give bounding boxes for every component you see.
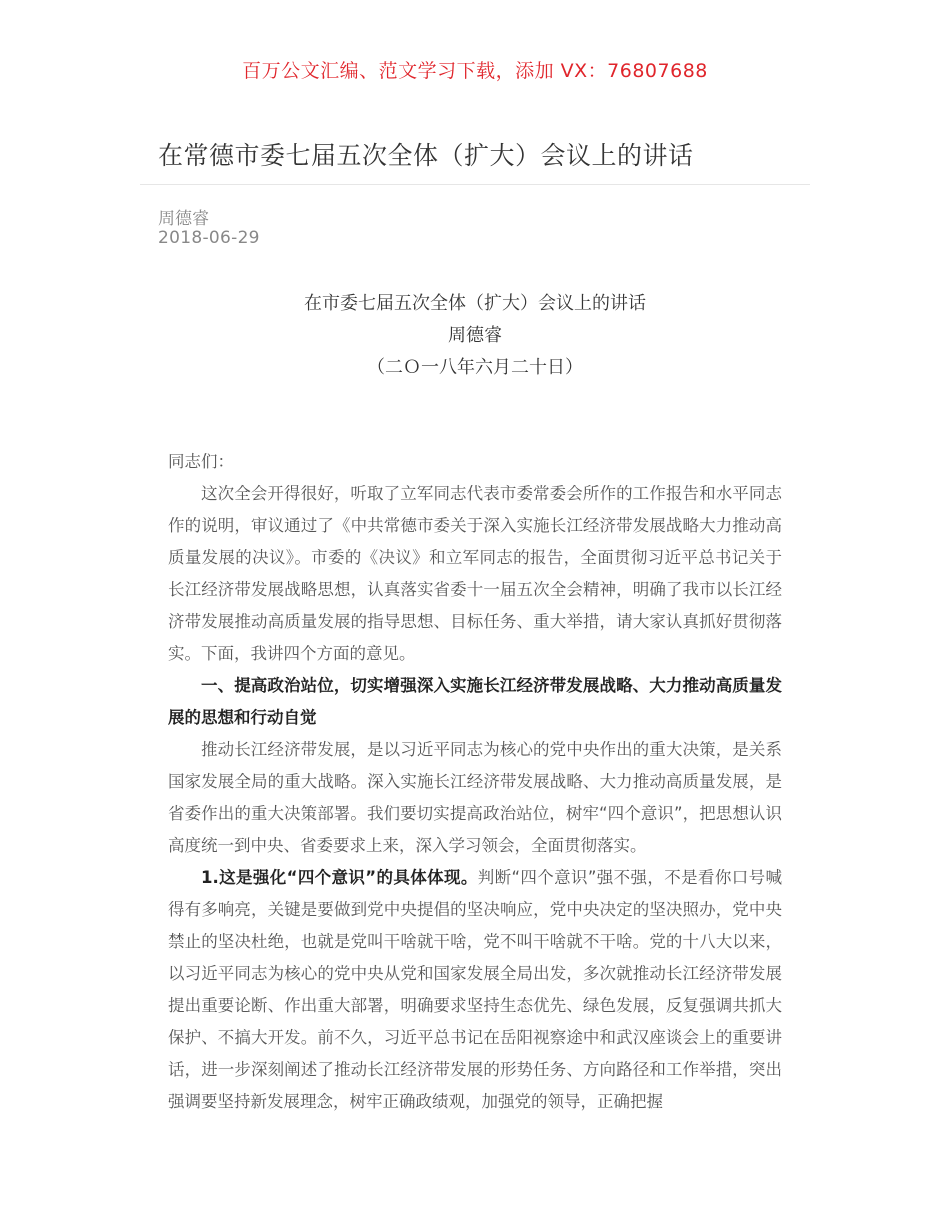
promo-banner: 百万公文汇编、范文学习下载，添加 VX：76807688 [242,60,708,82]
article-date: 2018-06-29 [158,228,260,248]
article-title: 在常德市委七届五次全体（扩大）会议上的讲话 [158,141,694,170]
title-divider [140,184,810,185]
paragraph-intro: 这次全会开得很好，听取了立军同志代表市委常委会所作的工作报告和水平同志作的说明，审议通过了《中共常德市委关于深入实施长江经济带发展战略大力推动高质量发展的决议》。市委的《决议》和立军同志的报告，全面贯彻习近平总书记关于长江经济带发展战略思想，认真落实省委十一届五次全会精神，明确了我市以长江经济带发展推动高质量发展的指导思想、目标任务、重大举措，请大家认真抓好贯彻落实。下面，我讲四个方面的意见。 [168,484,782,663]
article-body [168,446,782,1118]
point-1-lead: 1.这是强化“四个意识”的具体体现。 [201,868,478,887]
salutation: 同志们： [168,452,234,471]
point-1-text: 判断“四个意识”强不强，不是看你口号喊得有多响亮，关键是要做到党中央提倡的坚决响应，党中央决定的坚决照办，党中央禁止的坚决杜绝，也就是党叫干啥就干啥，党不叫干啥就不干啥。党的十八大以来，以习近平同志为核心的党中央从党和国家发展全局出发，多次就推动长江经济带发展提出重要论断、作出重大部署，明确要求坚持生态优先、绿色发展，反复强调共抓大保护、不搞大开发。前不久，习近平总书记在岳阳视察途中和武汉座谈会上的重要讲话，进一步深刻阐述了推动长江经济带发展的形势任务、方向路径和工作举措，突出强调要坚持新发展理念，树牢正确政绩观，加强党的领导，正确把握 [168,868,782,1111]
document-speaker: 周德睿 [448,325,502,346]
paragraph-section-1: 推动长江经济带发展，是以习近平同志为核心的党中央作出的重大决策，是关系国家发展全局的重大战略。深入实施长江经济带发展战略、大力推动高质量发展，是省委作出的重大决策部署。我们要切实提高政治站位，树牢“四个意识”，把思想认识高度统一到中央、省委要求上来，深入学习领会，全面贯彻落实。 [168,740,782,855]
document-heading [0,288,950,384]
document-date: （二Ｏ一八年六月二十日） [367,357,583,378]
article-author: 周德睿 [158,209,209,229]
paragraph-point-1 [168,862,782,1118]
document-title: 在市委七届五次全体（扩大）会议上的讲话 [304,293,646,314]
section-heading-1: 一、提高政治站位，切实增强深入实施长江经济带发展战略、大力推动高质量发展的思想和行动自觉 [168,676,782,727]
